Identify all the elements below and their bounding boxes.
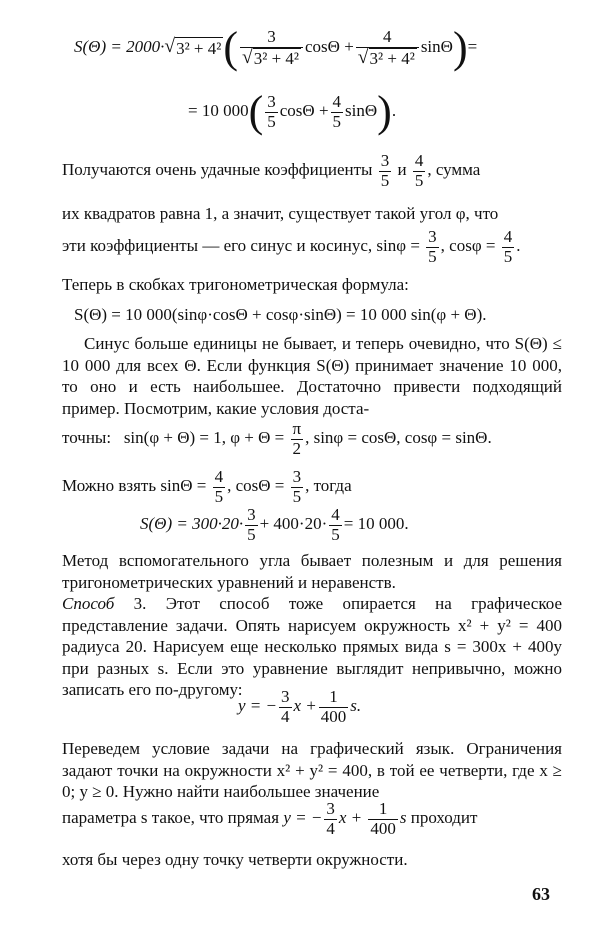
formula-5: [140, 506, 409, 544]
text-line-p4: Теперь в скобках тригонометрическая формула:: [62, 275, 409, 294]
formula-4-a: sin(φ + Θ) = 1, φ + Θ =: [123, 428, 285, 448]
paragraph-graphical: Переведем условие задачи на графический язык. Ограничения задают точки на окружности x² + y² = 400, в той ее четверти, где x ≥ 0; y ≥ 0. Нужно найти наибольшее значение: [62, 739, 562, 801]
text-p3-c: .: [516, 236, 521, 256]
frac-den: 5: [247, 524, 256, 544]
formula-5-c: = 10 000.: [343, 514, 409, 534]
formula-5-b: + 400·20·: [259, 514, 328, 534]
left-paren-2: (: [248, 87, 264, 136]
paragraph-method-3: [62, 593, 562, 701]
formula-6-b: x +: [293, 696, 317, 716]
formula-1-lhs: S(Θ) = 2000·: [74, 36, 165, 56]
formula-1: [74, 23, 478, 72]
formula-6: [238, 688, 361, 726]
frac-den: 5: [428, 246, 437, 266]
frac-num: 3: [247, 505, 256, 524]
formula-2: [188, 87, 397, 136]
paragraph-sine-bound: Синус больше единицы не бывает, и теперь очевидно, что S(Θ) ≤ 10 000 для всех Θ. Если функция S(Θ) принимает значение 10 000, то оно и есть наибольшее. Достаточно привести подходящий пример. Посмотрим, какие условия доста-: [62, 334, 562, 418]
formula-6-c: s.: [350, 696, 362, 716]
frac-num: 4: [414, 151, 424, 170]
frac-num: 1: [368, 800, 398, 820]
formula-6-a: y = −: [238, 696, 277, 716]
text-p11-s: s: [399, 808, 407, 828]
formula-1-cos: cosΘ +: [305, 36, 354, 56]
formula-1-end: =: [467, 36, 478, 56]
frac-num: 1: [319, 688, 349, 708]
formula-5-a: S(Θ) = 300·20·: [140, 514, 244, 534]
text-line-p3: [62, 228, 562, 266]
frac-num: 3: [380, 151, 390, 170]
frac-den: 2: [292, 438, 302, 458]
left-paren: (: [223, 23, 238, 72]
right-paren: ): [452, 23, 468, 72]
text-p1-b: , сумма: [427, 160, 481, 180]
method-3-text: 3. Этот способ тоже опирается на графическое представление задачи. Опять нарисуем окружность x² + y² = 400 радиуса 20. Нарисуем еще несколько прямых вида s = 300x + 400y при разных s. Если это уравнение выглядит непривычно, можно записать его по-другому:: [62, 594, 562, 699]
formula-1-sin: sinΘ: [420, 36, 453, 56]
text-p7-c: , тогда: [305, 476, 352, 496]
text-line-p12: хотя бы через одну точку четверти окружности.: [62, 850, 408, 869]
text-p1-a: Получаются очень удачные коэффициенты: [62, 160, 373, 180]
frac-num: 3: [326, 799, 335, 818]
frac-num: 4: [503, 227, 513, 246]
frac-num: π: [292, 419, 302, 438]
frac-den: 4: [326, 818, 335, 838]
frac-num: 4: [214, 467, 224, 486]
frac-num: 3: [292, 467, 302, 486]
fraction-3-5: $\frac{3}{5}$: [267, 91, 276, 131]
text-p11-eq: y = −: [283, 808, 323, 828]
text-p7-a: Можно взять sinΘ =: [62, 476, 207, 496]
text-p3-a: эти коэффициенты — его синус и косинус, sinφ =: [62, 236, 420, 256]
method-label: Способ: [62, 594, 115, 613]
formula-1-sqrt: √ 3² + 4²: [164, 36, 222, 58]
text-p11-x: x +: [338, 808, 363, 828]
frac-den: 5: [331, 524, 340, 544]
formula-2-end: .: [391, 100, 397, 120]
page-number: 63: [532, 884, 550, 904]
text-p11-a: параметра s такое, что прямая: [62, 808, 280, 828]
text-line-p7: [62, 468, 562, 506]
text-line-p11: [62, 800, 562, 838]
text-line-p2: их квадратов равна 1, а значит, существует такой угол φ, что: [62, 204, 499, 223]
right-paren-2: ): [377, 87, 392, 136]
text-p3-b: , cosφ =: [440, 236, 496, 256]
frac-den: 5: [214, 486, 224, 506]
text-p11-b: проходит: [410, 808, 478, 828]
paragraph-method: Метод вспомогательного угла бывает полезным и для решения тригонометрических уравнений и неравенств.: [62, 551, 562, 592]
text-and: и: [397, 160, 407, 180]
frac-den: 5: [414, 170, 424, 190]
formula-3: S(Θ) = 10 000(sinφ·cosΘ + cosφ·sinΘ) = 10 000 sin(φ + Θ).: [74, 305, 487, 324]
frac-num: 3: [281, 687, 290, 706]
formula-2-lhs: = 10 000: [188, 100, 249, 120]
formula-2-sin: sinΘ: [345, 100, 378, 120]
text-line-p6: [62, 420, 562, 458]
frac-den: 4: [281, 706, 290, 726]
frac-den: 400: [370, 818, 396, 838]
frac-num: 4: [331, 505, 340, 524]
frac-den: 5: [503, 246, 513, 266]
frac-den: 5: [380, 170, 390, 190]
frac-den: 5: [292, 486, 302, 506]
formula-4-b: , sinφ = cosΘ, cosφ = sinΘ.: [305, 428, 492, 448]
text-p7-b: , cosΘ =: [227, 476, 285, 496]
fraction-3-over-sqrt: 3 √ 3² + 4²: [240, 28, 303, 68]
frac-num: 3: [428, 227, 437, 246]
paragraph-coefficients: [62, 152, 562, 190]
formula-2-cos: cosΘ +: [279, 100, 329, 120]
text-p6-a: точны:: [62, 428, 112, 448]
frac-den: 400: [320, 706, 347, 726]
fraction-4-over-sqrt: 4 √ 3² + 4²: [356, 28, 419, 68]
fraction-4-5: $\frac{4}{5}$: [332, 91, 342, 131]
